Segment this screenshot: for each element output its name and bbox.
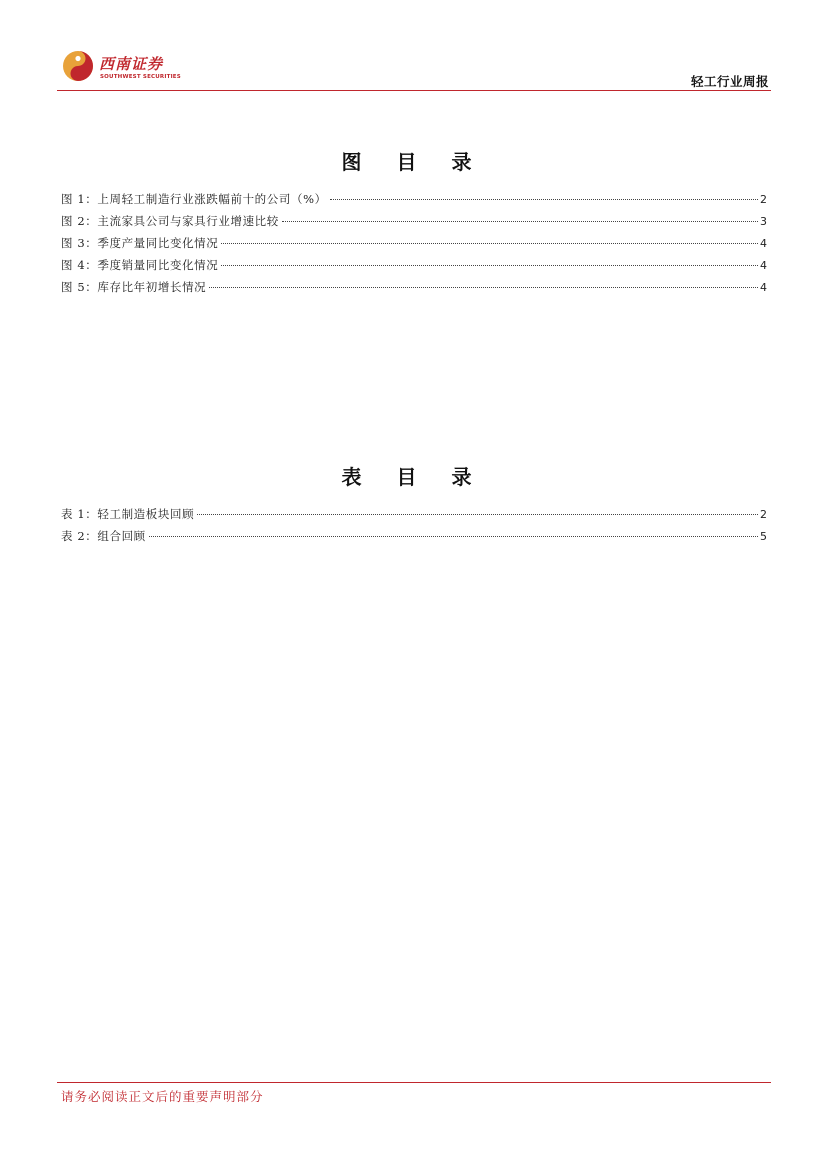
dot-leader [221,265,758,266]
figure-toc-entry-label[interactable]: 图 1：上周轻工制造行业涨跌幅前十的公司（%） [61,192,327,206]
company-logo [62,50,182,86]
figure-toc-entry[interactable] [61,191,767,213]
header-divider [57,90,771,91]
figure-toc-entry[interactable] [61,279,767,301]
figures-toc-title: 图 目 录 [341,150,486,174]
logo-english-name: SOUTHWEST SECURITIES [100,74,181,80]
figure-toc-entry-page[interactable]: 4 [760,259,767,272]
table-toc-entry-label[interactable]: 表 2：组合回顾 [61,529,146,543]
figure-toc-entry[interactable] [61,257,767,279]
figure-toc-entry-label[interactable]: 图 5：库存比年初增长情况 [61,280,207,294]
report-type-label: 轻工行业周报 [690,74,769,89]
footer-disclaimer: 请务必阅读正文后的重要声明部分 [61,1089,264,1104]
figure-toc-entry-page[interactable]: 2 [760,193,767,206]
figure-toc-entry-label[interactable]: 图 2：主流家具公司与家具行业增速比较 [61,214,279,228]
table-toc-entry-page[interactable]: 2 [760,508,767,521]
figure-toc-entry-page[interactable]: 4 [760,237,767,250]
dot-leader [209,287,758,288]
figure-toc-entry[interactable] [61,213,767,235]
table-toc-entry-label[interactable]: 表 1：轻工制造板块回顾 [61,507,195,521]
logo-emblem-icon [62,50,94,82]
dot-leader [282,221,758,222]
figure-toc-entry-label[interactable]: 图 3：季度产量同比变化情况 [61,236,219,250]
figure-toc-entry-page[interactable]: 3 [760,215,767,228]
tables-toc-title: 表 目 录 [341,465,486,489]
dot-leader [149,536,758,537]
dot-leader [197,514,758,515]
footer-divider [57,1082,771,1083]
tables-toc [61,506,767,550]
figures-toc [61,191,767,301]
page-header [57,46,771,92]
dot-leader [330,199,758,200]
table-toc-entry[interactable] [61,528,767,550]
table-toc-entry[interactable] [61,506,767,528]
figure-toc-entry[interactable] [61,235,767,257]
logo-chinese-name: 西南证券 [99,55,164,73]
figure-toc-entry-label[interactable]: 图 4：季度销量同比变化情况 [61,258,219,272]
dot-leader [221,243,758,244]
figure-toc-entry-page[interactable]: 4 [760,281,767,294]
table-toc-entry-page[interactable]: 5 [760,530,767,543]
